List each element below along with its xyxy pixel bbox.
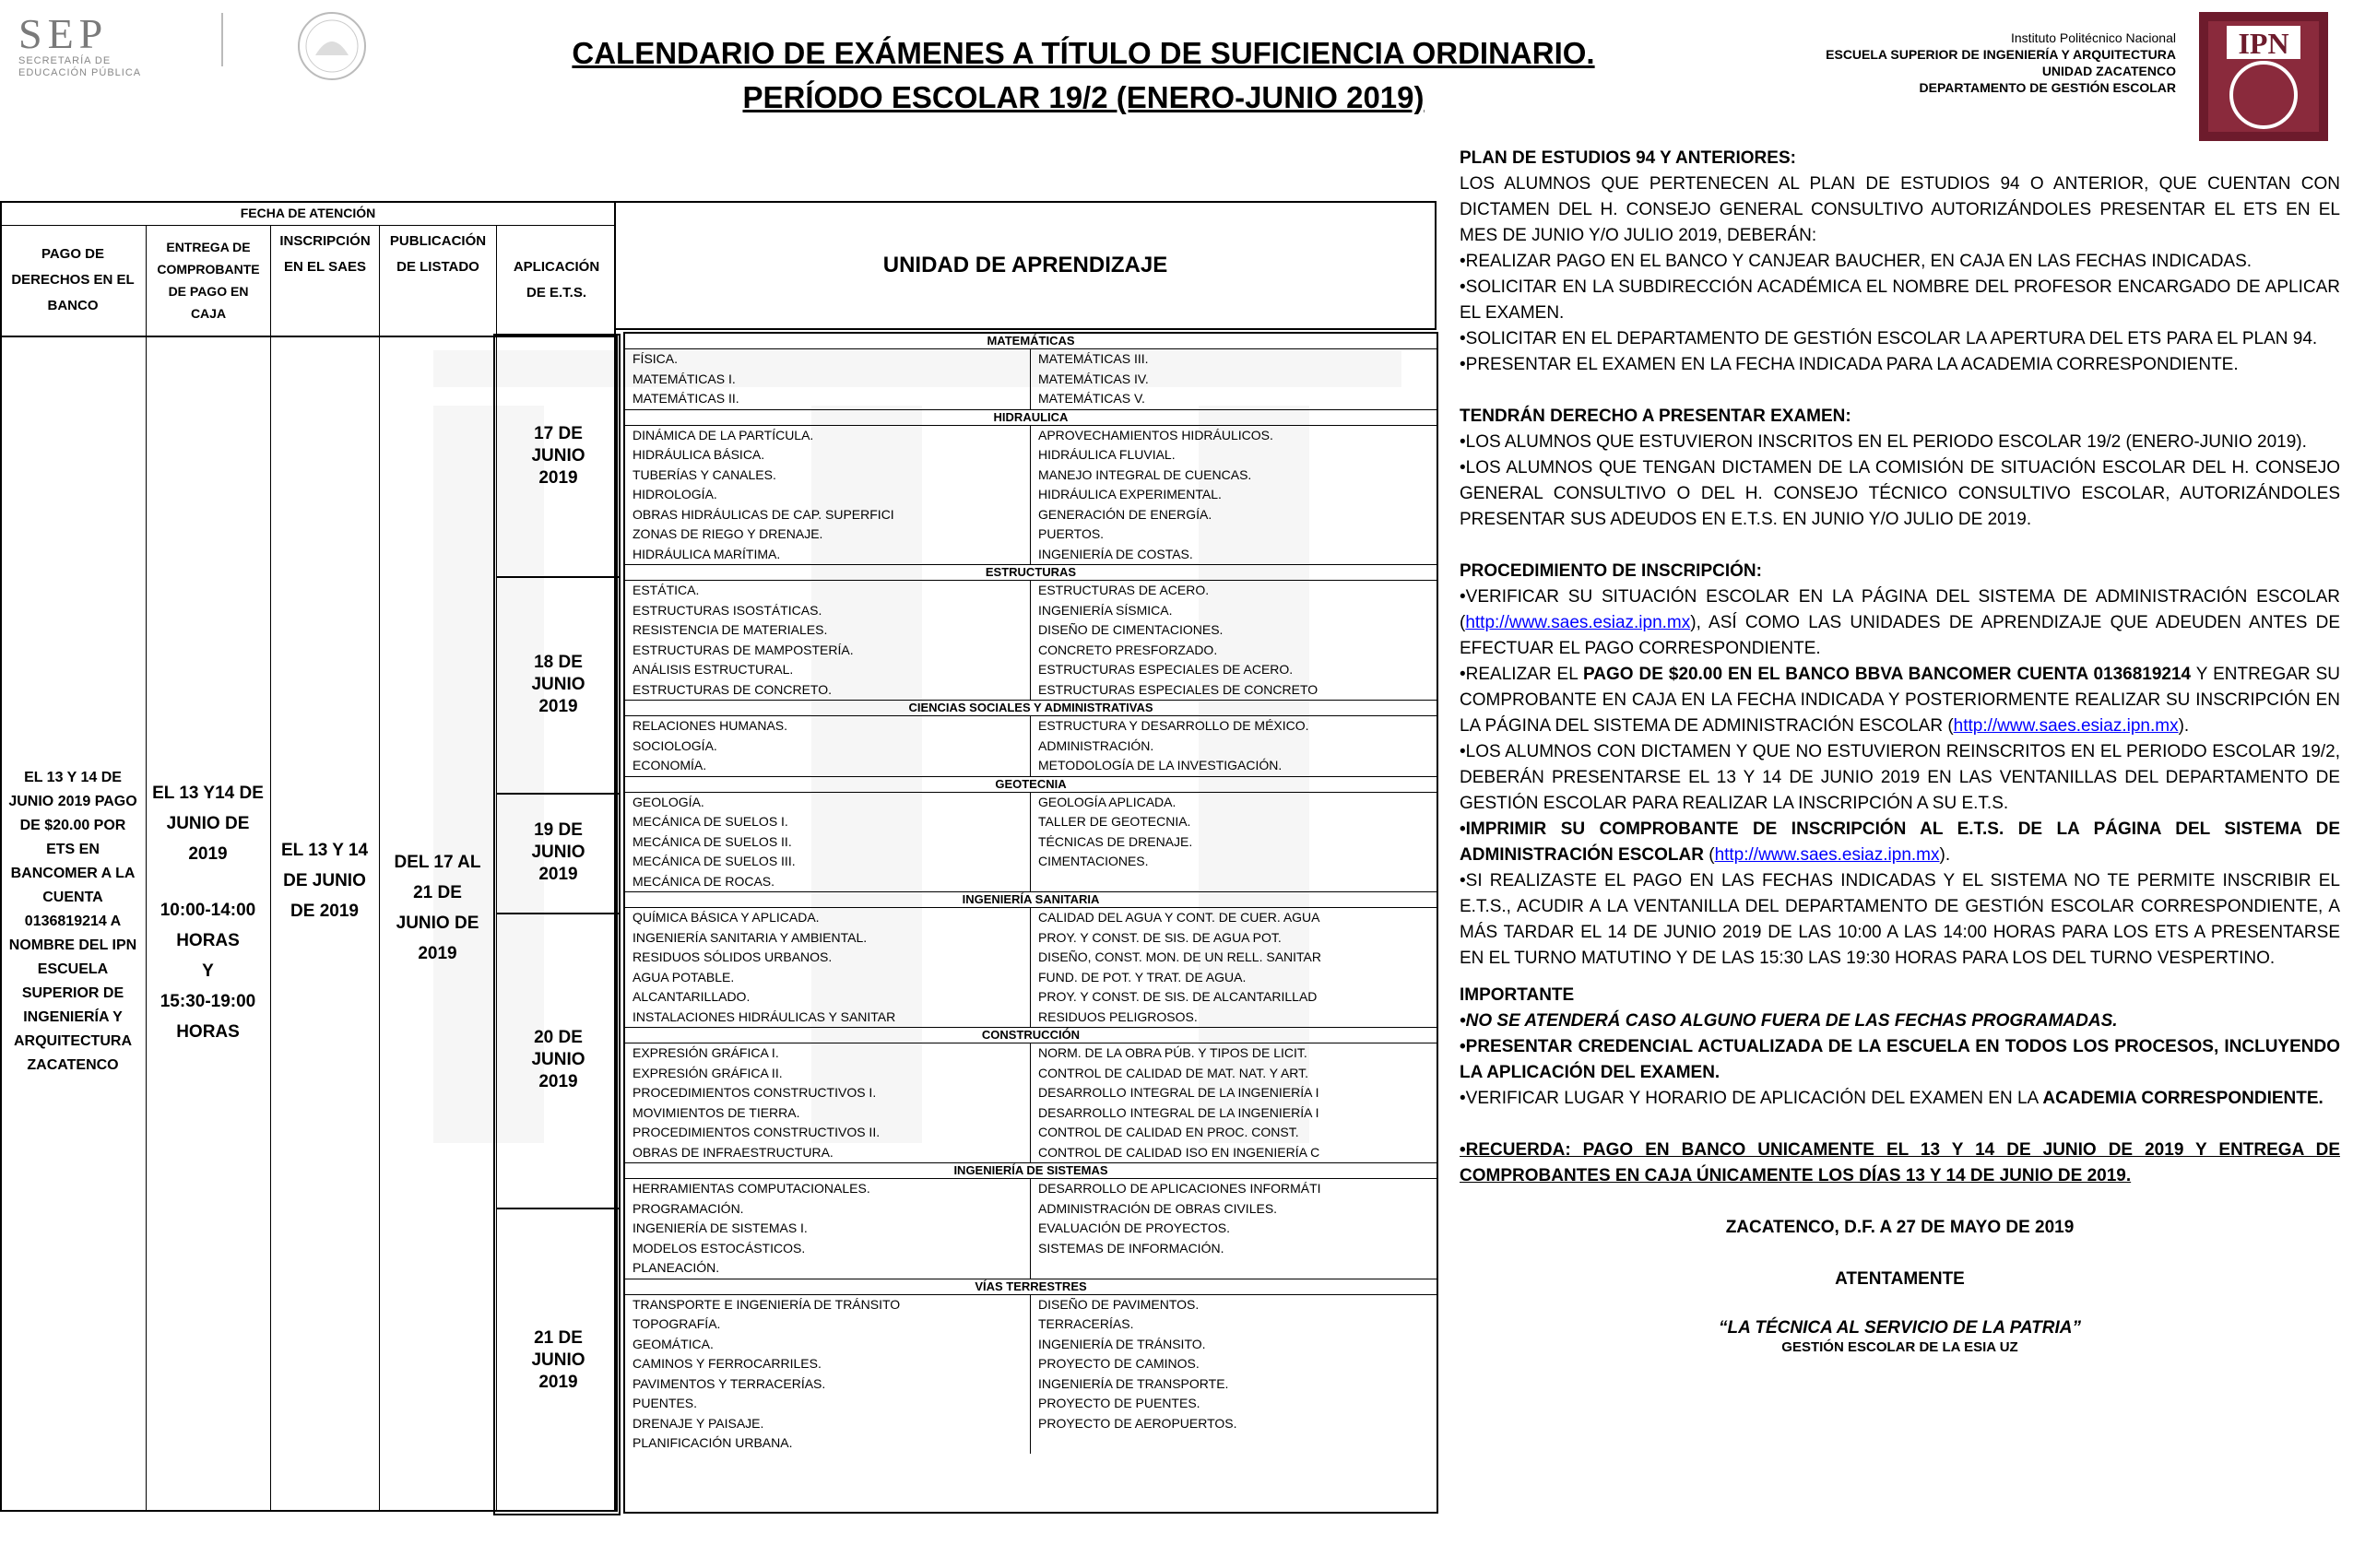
- table-row: [625, 987, 1437, 1008]
- table-row: [625, 968, 1437, 988]
- subject: ESTÁTICA.: [625, 581, 1031, 601]
- subject: HIDRÁULICA EXPERIMENTAL.: [1038, 487, 1222, 501]
- category-title: MATEMÁTICAS: [625, 334, 1437, 349]
- logo-text: IPN: [2238, 27, 2289, 60]
- subject: [1031, 1433, 1437, 1454]
- date-box-1: [496, 336, 621, 578]
- subject: PAVIMENTOS Y TERRACERÍAS.: [625, 1374, 1031, 1395]
- text: (: [1703, 845, 1715, 865]
- subject: [1031, 872, 1437, 892]
- table-row: [625, 505, 1437, 525]
- text: PAGO DE $20.00 EN EL BANCO BBVA BANCOMER CUENTA 0136819214: [1583, 665, 2192, 684]
- subject: HIDROLOGÍA.: [625, 485, 1031, 505]
- procedimiento-title: PROCEDIMIENTO DE INSCRIPCIÓN:: [1460, 561, 1762, 581]
- sep-logo-subtitle: SECRETARÍA DE: [18, 55, 112, 66]
- table-row: [625, 812, 1437, 832]
- table-row: [625, 852, 1437, 872]
- subject: HERRAMIENTAS COMPUTACIONALES.: [625, 1179, 1031, 1199]
- page-title: [516, 31, 1650, 120]
- entrega-dates: EL 13 Y14 DE JUNIO DE 2019: [152, 784, 264, 864]
- subject: MATEMÁTICAS II.: [625, 389, 1031, 409]
- category-title: CONSTRUCCIÓN: [625, 1027, 1437, 1043]
- subject: TOPOGRAFÍA.: [625, 1315, 1031, 1335]
- table-row: [625, 466, 1437, 486]
- subject: MODELOS ESTOCÁSTICOS.: [625, 1239, 1031, 1259]
- subject: DISEÑO, CONST. MON. DE UN RELL. SANITAR: [1038, 949, 1322, 964]
- subject: FÍSICA.: [625, 349, 1031, 370]
- col-entrega-header: ENTREGA DE COMPROBANTE DE PAGO EN CAJA: [146, 225, 270, 336]
- table-row: [625, 737, 1437, 757]
- category-hidraulica: [625, 409, 1437, 565]
- table-row: [625, 1064, 1437, 1084]
- subject: PLANEACIÓN.: [625, 1258, 1031, 1279]
- subject: DISEÑO DE CIMENTACIONES.: [1038, 622, 1224, 637]
- subject: GEOMÁTICA.: [625, 1335, 1031, 1355]
- subject: INGENIERÍA SANITARIA Y AMBIENTAL.: [625, 928, 1031, 949]
- plan-paragraph: LOS ALUMNOS QUE PERTENECEN AL PLAN DE ESTUDIOS 94 O ANTERIOR, QUE CUENTAN CON DICTAMEN DEL H. CONSEJO GENERAL CONSULTIVO AUTORIZÁNDOLES PRESENTAR EL ETS EN EL MES DE JUNIO Y/O JULIO 2019, DEBERÁN:: [1460, 174, 2340, 245]
- text: •IMPRIMIR SU COMPROBANTE DE INSCRIPCIÓN AL E.T.S. DE LA PÁGINA DEL SISTEMA DE ADMINISTRACIÓN ESCOLAR: [1460, 819, 2340, 865]
- subject: MATEMÁTICAS IV.: [1038, 371, 1149, 386]
- table-row: [625, 389, 1437, 409]
- table-row: [625, 601, 1437, 621]
- col-inscripcion-header: INSCRIPCIÓN EN EL SAES: [270, 225, 379, 336]
- subject: MANEJO INTEGRAL DE CUENCAS.: [1038, 466, 1252, 482]
- subject: ESTRUCTURAS DE ACERO.: [1038, 583, 1210, 597]
- sep-logo-subtitle: EDUCACIÓN PÚBLICA: [18, 67, 142, 78]
- plan-bullet: •PRESENTAR EL EXAMEN EN LA FECHA INDICADA PARA LA ACADEMIA CORRESPONDIENTE.: [1460, 355, 2239, 374]
- sep-logo-text: SEP: [18, 10, 109, 57]
- subject: AGUA POTABLE.: [625, 968, 1031, 988]
- category-title: HIDRAULICA: [625, 409, 1437, 426]
- table-row: [625, 370, 1437, 390]
- subject: DINÁMICA DE LA PARTÍCULA.: [625, 426, 1031, 446]
- subject: EXPRESIÓN GRÁFICA I.: [625, 1043, 1031, 1064]
- instructions-panel: [1460, 146, 2340, 1357]
- subject: PUERTOS.: [1038, 526, 1105, 541]
- table-row: [625, 948, 1437, 968]
- date-17: 17 DE JUNIO 2019: [531, 424, 585, 488]
- subject: PUENTES.: [625, 1394, 1031, 1414]
- subject: INGENIERÍA DE COSTAS.: [1038, 546, 1193, 561]
- subject: ALCANTARILLADO.: [625, 987, 1031, 1008]
- table-row: [625, 1315, 1437, 1335]
- entrega-hours-2: 15:30-19:00 HORAS: [160, 992, 256, 1042]
- date-box-2: [496, 576, 621, 795]
- importante-bullet: [1460, 1086, 2340, 1112]
- category-ingenieria-sanitaria: [625, 891, 1437, 1027]
- subject: RESIDUOS SÓLIDOS URBANOS.: [625, 948, 1031, 968]
- date-box-5: [496, 1208, 621, 1514]
- table-row: [625, 1394, 1437, 1414]
- publicacion-cell: DEL 17 AL 21 DE JUNIO DE 2019: [394, 853, 481, 963]
- table-row: [625, 716, 1437, 737]
- subject: ECONOMÍA.: [625, 756, 1031, 776]
- table-row: [625, 525, 1437, 545]
- subject: PROYECTO DE CAMINOS.: [1038, 1356, 1200, 1371]
- subject: CIMENTACIONES.: [1038, 854, 1149, 868]
- subject: MATEMÁTICAS V.: [1038, 391, 1145, 406]
- category-title: GEOTECNIA: [625, 776, 1437, 793]
- subject: PROCEDIMIENTOS CONSTRUCTIVOS II.: [625, 1123, 1031, 1143]
- subject: CONCRETO PRESFORZADO.: [1038, 642, 1218, 657]
- subject: MATEMÁTICAS I.: [625, 370, 1031, 390]
- procedimiento-bullet: •SI REALIZASTE EL PAGO EN LAS FECHAS INDICADAS Y EL SISTEMA NO TE PERMITE INSCRIBIR EL E.T.S., ACUDIR A LA VENTANILLA DEL DEPARTAMENTO DE GESTIÓN ESCOLAR CORRESPONDIENTE, A MÁS TARDAR EL 14 DE JUNIO 2019 DE LAS 10:00 A LAS 14:00 HORAS PARA LOS ETS A PRESENTARSE EN EL TURNO MATUTINO Y DE LAS 15:30 LAS 19:30 HORAS PARA LOS DEL TURNO VESPERTINO.: [1460, 871, 2340, 968]
- subject: PROYECTO DE PUENTES.: [1038, 1396, 1200, 1410]
- fecha-atencion-header: FECHA DE ATENCIÓN: [0, 201, 616, 226]
- subject: ESTRUCTURAS ESPECIALES DE ACERO.: [1038, 662, 1294, 677]
- subject: RESISTENCIA DE MATERIALES.: [625, 620, 1031, 641]
- subject: ESTRUCTURA Y DESARROLLO DE MÉXICO.: [1038, 718, 1309, 733]
- category-title: INGENIERÍA DE SISTEMAS: [625, 1162, 1437, 1179]
- ipn-logo-icon: [2194, 7, 2333, 146]
- text: Y ENTREGAR SU COMPROBANTE EN CAJA EN LA FECHA INDICADA Y POSTERIORMENTE REALIZAR SU INSCRIPCIÓN EN LA PÁGINA DEL SISTEMA DE ADMINISTRACIÓN ESCOLAR (: [1460, 665, 2340, 736]
- text: •REALIZAR EL: [1460, 665, 1584, 684]
- table-row: [625, 928, 1437, 949]
- date-18: 18 DE JUNIO 2019: [531, 652, 585, 716]
- subject: PROGRAMACIÓN.: [625, 1199, 1031, 1220]
- subject: NORM. DE LA OBRA PÚB. Y TIPOS DE LICIT.: [1038, 1045, 1307, 1060]
- plan-bullet: •SOLICITAR EN EL DEPARTAMENTO DE GESTIÓN ESCOLAR LA APERTURA DEL ETS PARA EL PLAN 94.: [1460, 329, 2318, 348]
- institution-name: Instituto Politécnico Nacional: [2011, 30, 2176, 45]
- procedimiento-bullet: [1460, 662, 2340, 739]
- category-title: VÍAS TERRESTRES: [625, 1279, 1437, 1295]
- department-name: DEPARTAMENTO DE GESTIÓN ESCOLAR: [1919, 80, 2176, 95]
- inscripcion-cell: EL 13 Y 14 DE JUNIO DE 2019: [280, 840, 369, 921]
- table-row: [625, 1433, 1437, 1454]
- derecho-bullet: •LOS ALUMNOS QUE ESTUVIERON INSCRITOS EN EL PERIODO ESCOLAR 19/2 (ENERO-JUNIO 2019).: [1460, 432, 2307, 452]
- importante-title: IMPORTANTE: [1460, 985, 1575, 1005]
- table-row: [625, 1374, 1437, 1395]
- table-row: [625, 1335, 1437, 1355]
- saes-link[interactable]: http://www.saes.esiaz.ipn.mx: [1953, 716, 2179, 736]
- subject: PROY. Y CONST. DE SIS. DE AGUA POT.: [1038, 929, 1282, 945]
- pago-cell: EL 13 Y 14 DE JUNIO 2019 PAGO DE $20.00 POR ETS EN BANCOMER A LA CUENTA 0136819214 A NOMBRE DEL IPN ESCUELA SUPERIOR DE INGENIERÍA Y ARQUITECTURA ZACATENCO: [8, 770, 137, 1073]
- table-row: [625, 1083, 1437, 1103]
- subject: ADMINISTRACIÓN DE OBRAS CIVILES.: [1038, 1200, 1278, 1216]
- subject: ESTRUCTURAS DE CONCRETO.: [625, 680, 1031, 701]
- subject: MECÁNICA DE SUELOS II.: [625, 832, 1031, 853]
- table-row: [625, 581, 1437, 601]
- entrega-cell: [146, 756, 270, 1069]
- subject: DRENAJE Y PAISAJE.: [625, 1414, 1031, 1434]
- table-row: [625, 1199, 1437, 1220]
- table-row: [625, 660, 1437, 680]
- date-20: 20 DE JUNIO 2019: [531, 1028, 585, 1091]
- divider: [221, 13, 223, 66]
- subject: CAMINOS Y FERROCARRILES.: [625, 1354, 1031, 1374]
- unidad-header: UNIDAD DE APRENDIZAJE: [882, 253, 1168, 277]
- sep-logo: [18, 10, 240, 78]
- place-date: ZACATENCO, D.F. A 27 DE MAYO DE 2019: [1725, 1218, 2075, 1237]
- subject: HIDRÁULICA FLUVIAL.: [1038, 447, 1176, 462]
- col-aplicacion-header: APLICACIÓN DE E.T.S.: [496, 225, 616, 336]
- text: ).: [2178, 716, 2190, 736]
- subject: DESARROLLO DE APLICACIONES INFORMÁTI: [1038, 1181, 1321, 1196]
- subject: ESTRUCTURAS ESPECIALES DE CONCRETO: [1038, 681, 1318, 697]
- saes-link[interactable]: http://www.saes.esiaz.ipn.mx: [1714, 845, 1940, 865]
- table-row: [625, 1179, 1437, 1199]
- subject: TERRACERÍAS.: [1038, 1316, 1134, 1331]
- subject: PROY. Y CONST. DE SIS. DE ALCANTARILLAD: [1038, 989, 1318, 1004]
- subject: DISEÑO DE PAVIMENTOS.: [1038, 1296, 1200, 1312]
- subject: DESARROLLO INTEGRAL DE LA INGENIERÍA I: [1038, 1104, 1319, 1120]
- col-publicacion-header: PUBLICACIÓN DE LISTADO: [379, 225, 496, 336]
- recuerda-note: •RECUERDA: PAGO EN BANCO UNICAMENTE EL 13 Y 14 DE JUNIO DE 2019 Y ENTREGA DE COMPROBANTES EN CAJA ÚNICAMENTE LOS DÍAS 13 Y 14 DE JUNIO DE 2019.: [1460, 1140, 2340, 1185]
- title-line-1: CALENDARIO DE EXÁMENES A TÍTULO DE SUFICIENCIA ORDINARIO.: [572, 36, 1595, 70]
- unidad-header-box: [616, 201, 1437, 330]
- table-row: [625, 680, 1437, 701]
- subject: INGENIERÍA SÍSMICA.: [1038, 602, 1173, 618]
- text: •VERIFICAR LUGAR Y HORARIO DE APLICACIÓN DEL EXAMEN EN LA: [1460, 1089, 2043, 1108]
- date-box-4: [496, 913, 621, 1209]
- unit-name: UNIDAD ZACATENCO: [2041, 64, 2176, 78]
- category-geotecnia: [625, 776, 1437, 892]
- subject: MATEMÁTICAS III.: [1038, 351, 1149, 366]
- procedimiento-bullet: •LOS ALUMNOS CON DICTAMEN Y QUE NO ESTUVIERON REINSCRITOS EN EL PERIODO ESCOLAR 19/2, DEBERÁN PRESENTARSE EL 13 Y 14 DE JUNIO 2019 EN LAS VENTANILLAS DEL DEPARTAMENTO DE GESTIÓN ESCOLAR PARA REALIZAR LA INSCRIPCIÓN A SU E.T.S.: [1460, 742, 2340, 813]
- subject: CONTROL DE CALIDAD EN PROC. CONST.: [1038, 1125, 1299, 1139]
- atentamente: ATENTAMENTE: [1835, 1269, 1965, 1289]
- subject: FUND. DE POT. Y TRAT. DE AGUA.: [1038, 969, 1247, 984]
- subject: GEOLOGÍA.: [625, 793, 1031, 813]
- procedimiento-bullet: [1460, 584, 2340, 662]
- text: ).: [1939, 845, 1951, 865]
- subject: PROYECTO DE AEROPUERTOS.: [1038, 1415, 1237, 1431]
- table-row: [625, 1219, 1437, 1239]
- derecho-bullet: •LOS ALUMNOS QUE TENGAN DICTAMEN DE LA COMISIÓN DE SITUACIÓN ESCOLAR DEL H. CONSEJO GENERAL CONSULTIVO O DEL H. CONSEJO TÉCNICO CONSULTIVO ESCOLAR, AUTORIZÁNDOLES PRESENTAR SUS ADEUDOS EN E.T.S. EN JUNIO Y/O JULIO DE 2019.: [1460, 458, 2340, 529]
- subject: TRANSPORTE E INGENIERÍA DE TRÁNSITO: [625, 1295, 1031, 1315]
- category-vias-terrestres: [625, 1279, 1437, 1454]
- subject: SISTEMAS DE INFORMACIÓN.: [1038, 1240, 1224, 1256]
- importante-bullet: •PRESENTAR CREDENCIAL ACTUALIZADA DE LA ESCUELA EN TODOS LOS PROCESOS, INCLUYENDO LA APLICACIÓN DEL EXAMEN.: [1460, 1037, 2340, 1082]
- subject: EVALUACIÓN DE PROYECTOS.: [1038, 1220, 1230, 1235]
- subject: TALLER DE GEOTECNIA.: [1038, 814, 1191, 829]
- subject: SOCIOLOGÍA.: [625, 737, 1031, 757]
- subject: DESARROLLO INTEGRAL DE LA INGENIERÍA I: [1038, 1085, 1319, 1100]
- date-19: 19 DE JUNIO 2019: [531, 820, 585, 884]
- category-title: CIENCIAS SOCIALES Y ADMINISTRATIVAS: [625, 700, 1437, 716]
- subject: MECÁNICA DE SUELOS I.: [625, 812, 1031, 832]
- category-title: ESTRUCTURAS: [625, 564, 1437, 581]
- table-row: [625, 1414, 1437, 1434]
- subject: OBRAS HIDRÁULICAS DE CAP. SUPERFICI: [625, 505, 1031, 525]
- table-row: [625, 1258, 1437, 1279]
- category-ingenieria-sistemas: [625, 1162, 1437, 1279]
- procedimiento-bullet: [1460, 817, 2340, 868]
- subject: METODOLOGÍA DE LA INVESTIGACIÓN.: [1038, 758, 1283, 772]
- subject: MECÁNICA DE SUELOS III.: [625, 852, 1031, 872]
- category-ciencias-sociales: [625, 700, 1437, 776]
- table-row: [625, 1043, 1437, 1064]
- date-21: 21 DE JUNIO 2019: [531, 1328, 585, 1392]
- col-pago-header: PAGO DE DERECHOS EN EL BANCO: [11, 246, 135, 313]
- table-row: [625, 1008, 1437, 1028]
- subject: EXPRESIÓN GRÁFICA II.: [625, 1064, 1031, 1084]
- subject: INGENIERÍA DE SISTEMAS I.: [625, 1219, 1031, 1239]
- subject: QUÍMICA BÁSICA Y APLICADA.: [625, 908, 1031, 928]
- subject: APROVECHAMIENTOS HIDRÁULICOS.: [1038, 427, 1273, 442]
- subject: ESTRUCTURAS DE MAMPOSTERÍA.: [625, 641, 1031, 661]
- subject: INSTALACIONES HIDRÁULICAS Y SANITAR: [625, 1008, 1031, 1028]
- category-matematicas: [625, 334, 1437, 409]
- saes-link[interactable]: http://www.saes.esiaz.ipn.mx: [1465, 613, 1691, 632]
- subject: CONTROL DE CALIDAD DE MAT. NAT. Y ART.: [1038, 1065, 1309, 1080]
- table-row: [625, 1103, 1437, 1124]
- text: ACADEMIA CORRESPONDIENTE.: [2042, 1089, 2323, 1108]
- table-row: [625, 445, 1437, 466]
- text: •VERIFICAR SU SITUACIÓN ESCOLAR EN LA PÁGINA DEL SISTEMA DE ADMINISTRACIÓN ESCOLAR (: [1460, 587, 2340, 632]
- category-estructuras: [625, 564, 1437, 700]
- table-row: [625, 1354, 1437, 1374]
- subject: ADMINISTRACIÓN.: [1038, 737, 1154, 753]
- institution-block: [1697, 29, 2176, 96]
- plan-bullet: •REALIZAR PAGO EN EL BANCO Y CANJEAR BAUCHER, EN CAJA EN LAS FECHAS INDICADAS.: [1460, 252, 2252, 271]
- date-box-3: [496, 793, 621, 914]
- table-row: [625, 793, 1437, 813]
- table-row: [625, 1239, 1437, 1259]
- subject: MECÁNICA DE ROCAS.: [625, 872, 1031, 892]
- subject: OBRAS DE INFRAESTRUCTURA.: [625, 1143, 1031, 1163]
- text: ), ASÍ COMO LAS UNIDADES DE APRENDIZAJE QUE ADEUDEN ANTES DE EFECTUAR EL PAGO CORRESPONDIENTE.: [1460, 613, 2340, 658]
- subject: PLANIFICACIÓN URBANA.: [625, 1433, 1031, 1454]
- subject: HIDRÁULICA BÁSICA.: [625, 445, 1031, 466]
- table-row: [625, 756, 1437, 776]
- title-line-2: PERÍODO ESCOLAR 19/2 (ENERO-JUNIO 2019): [742, 80, 1425, 114]
- subject: HIDRÁULICA MARÍTIMA.: [625, 545, 1031, 565]
- subject: CALIDAD DEL AGUA Y CONT. DE CUER. AGUA: [1038, 910, 1320, 925]
- table-row: [625, 832, 1437, 853]
- subject: [1031, 1258, 1437, 1279]
- subject: CONTROL DE CALIDAD ISO EN INGENIERÍA C: [1038, 1144, 1320, 1160]
- subject: RESIDUOS PELIGROSOS.: [1038, 1008, 1198, 1024]
- subject: PROCEDIMIENTOS CONSTRUCTIVOS I.: [625, 1083, 1031, 1103]
- subjects-table: [623, 332, 1438, 1514]
- category-title: INGENIERÍA SANITARIA: [625, 891, 1437, 908]
- entrega-and: Y: [202, 961, 214, 981]
- subject: GENERACIÓN DE ENERGÍA.: [1038, 506, 1212, 522]
- entrega-hours-1: 10:00-14:00 HORAS: [160, 901, 256, 950]
- table-row: [625, 545, 1437, 565]
- importante-bullet: •NO SE ATENDERÁ CASO ALGUNO FUERA DE LAS FECHAS PROGRAMADAS.: [1460, 1011, 2118, 1031]
- derecho-title: TENDRÁN DERECHO A PRESENTAR EXAMEN:: [1460, 407, 1851, 426]
- subject: INGENIERÍA DE TRÁNSITO.: [1038, 1336, 1206, 1351]
- table-row: [625, 908, 1437, 928]
- table-row: [625, 349, 1437, 370]
- subject: ANÁLISIS ESTRUCTURAL.: [625, 660, 1031, 680]
- table-row: [625, 426, 1437, 446]
- subject: MOVIMIENTOS DE TIERRA.: [625, 1103, 1031, 1124]
- table-row: [625, 641, 1437, 661]
- table-row: [625, 872, 1437, 892]
- subject: ZONAS DE RIEGO Y DRENAJE.: [625, 525, 1031, 545]
- plan-title: PLAN DE ESTUDIOS 94 Y ANTERIORES:: [1460, 148, 1796, 168]
- category-construccion: [625, 1027, 1437, 1162]
- plan-bullet: •SOLICITAR EN LA SUBDIRECCIÓN ACADÉMICA EL NOMBRE DEL PROFESOR ENCARGADO DE APLICAR EL EXAMEN.: [1460, 277, 2340, 323]
- subject: TUBERÍAS Y CANALES.: [625, 466, 1031, 486]
- signature: GESTIÓN ESCOLAR DE LA ESIA UZ: [1781, 1339, 2018, 1355]
- table-row: [625, 1143, 1437, 1163]
- table-row: [625, 485, 1437, 505]
- table-row: [625, 1123, 1437, 1143]
- subject: INGENIERÍA DE TRANSPORTE.: [1038, 1375, 1229, 1391]
- mexico-seal-icon: [267, 9, 396, 83]
- table-row: [625, 620, 1437, 641]
- motto: “LA TÉCNICA AL SERVICIO DE LA PATRIA”: [1718, 1318, 2082, 1338]
- school-name: ESCUELA SUPERIOR DE INGENIERÍA Y ARQUITECTURA: [1826, 47, 2176, 62]
- subject: ESTRUCTURAS ISOSTÁTICAS.: [625, 601, 1031, 621]
- subject: TÉCNICAS DE DRENAJE.: [1038, 833, 1193, 849]
- subject: RELACIONES HUMANAS.: [625, 716, 1031, 737]
- subject: GEOLOGÍA APLICADA.: [1038, 794, 1176, 809]
- table-row: [625, 1295, 1437, 1315]
